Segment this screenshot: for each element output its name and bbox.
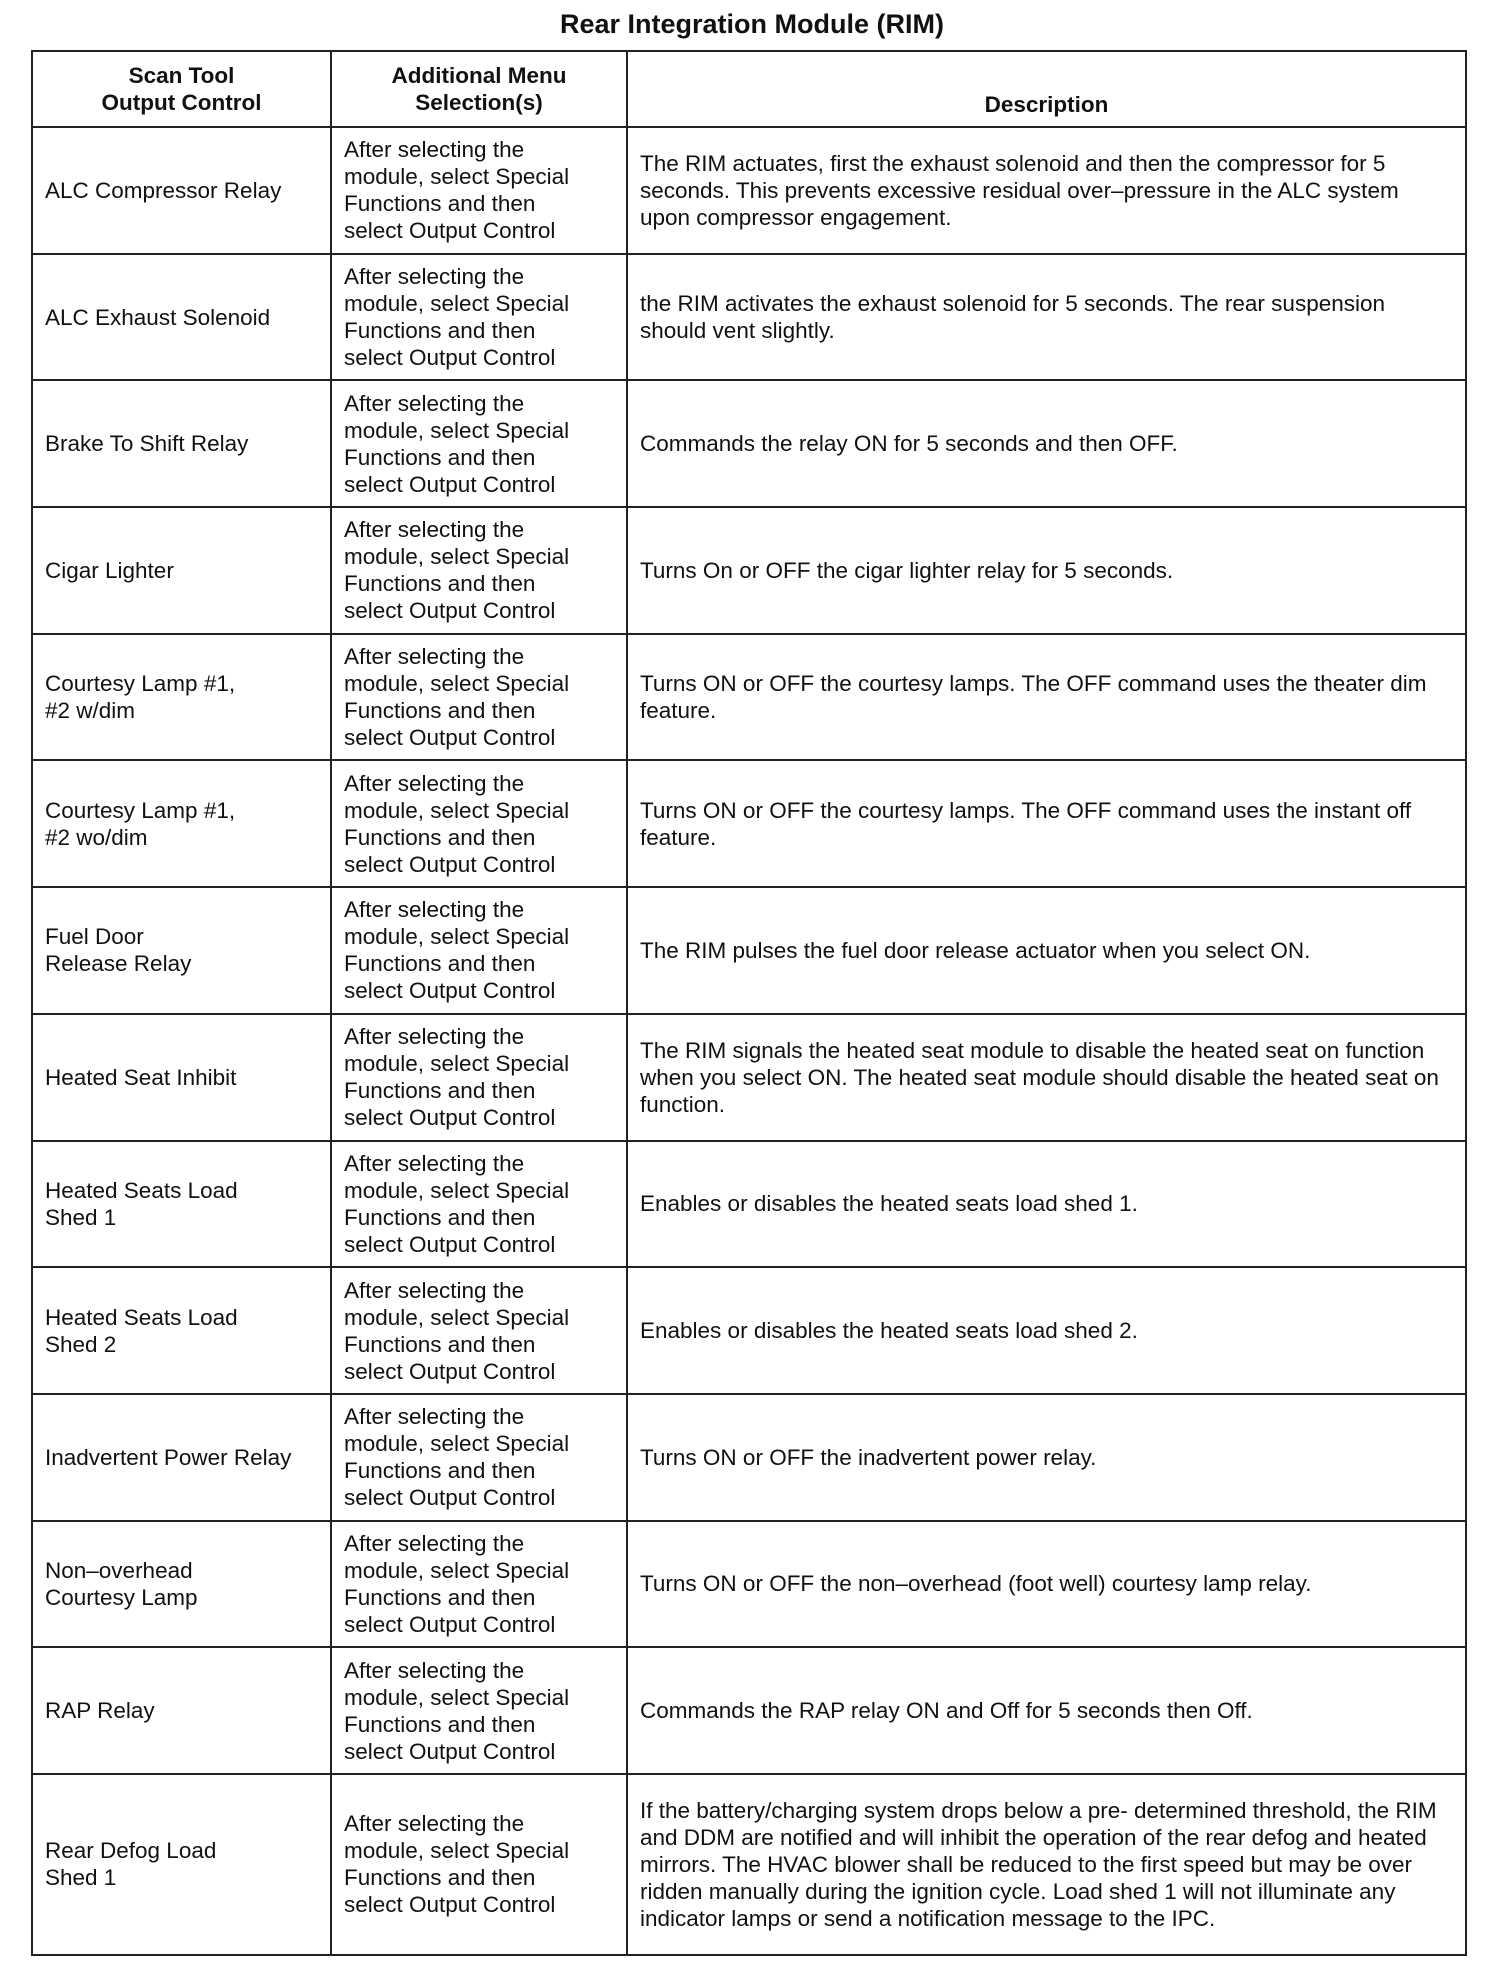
- description-cell: Turns On or OFF the cigar lighter relay for 5 seconds.: [627, 507, 1466, 634]
- menu-selection-cell: After selecting the module, select Special Functions and then select Output Control: [331, 887, 627, 1014]
- output-control-cell: Rear Defog Load Shed 1: [32, 1774, 331, 1955]
- output-control-cell: Heated Seats Load Shed 1: [32, 1141, 331, 1268]
- table-row: [32, 254, 1466, 381]
- description-cell: Enables or disables the heated seats load shed 2.: [627, 1267, 1466, 1394]
- description-cell: The RIM signals the heated seat module to disable the heated seat on function when you select ON. The heated seat module should disable the heated seat on function.: [627, 1014, 1466, 1141]
- description-cell: The RIM actuates, first the exhaust solenoid and then the compressor for 5 seconds. This prevents excessive residual over–pressure in the ALC system upon compressor engagement.: [627, 127, 1466, 254]
- table-row: [32, 1647, 1466, 1774]
- table-row: [32, 1141, 1466, 1268]
- column-header-menu: Additional Menu Selection(s): [331, 51, 627, 127]
- description-cell: Enables or disables the heated seats load shed 1.: [627, 1141, 1466, 1268]
- output-control-cell: ALC Exhaust Solenoid: [32, 254, 331, 381]
- menu-selection-cell: After selecting the module, select Special Functions and then select Output Control: [331, 380, 627, 507]
- description-cell: Turns ON or OFF the courtesy lamps. The OFF command uses the theater dim feature.: [627, 634, 1466, 761]
- menu-selection-cell: After selecting the module, select Special Functions and then select Output Control: [331, 1394, 627, 1521]
- table-row: [32, 507, 1466, 634]
- output-control-cell: Heated Seat Inhibit: [32, 1014, 331, 1141]
- output-control-cell: Courtesy Lamp #1, #2 wo/dim: [32, 760, 331, 887]
- table-row: [32, 634, 1466, 761]
- description-cell: the RIM activates the exhaust solenoid for 5 seconds. The rear suspension should vent slightly.: [627, 254, 1466, 381]
- description-cell: Turns ON or OFF the non–overhead (foot well) courtesy lamp relay.: [627, 1521, 1466, 1648]
- output-control-cell: Courtesy Lamp #1, #2 w/dim: [32, 634, 331, 761]
- rim-output-control-table: [31, 50, 1467, 1956]
- menu-selection-cell: After selecting the module, select Special Functions and then select Output Control: [331, 127, 627, 254]
- output-control-cell: Fuel Door Release Relay: [32, 887, 331, 1014]
- output-control-cell: Non–overhead Courtesy Lamp: [32, 1521, 331, 1648]
- output-control-cell: Brake To Shift Relay: [32, 380, 331, 507]
- menu-selection-cell: After selecting the module, select Special Functions and then select Output Control: [331, 1267, 627, 1394]
- menu-selection-cell: After selecting the module, select Special Functions and then select Output Control: [331, 1014, 627, 1141]
- table-row: [32, 760, 1466, 887]
- output-control-cell: ALC Compressor Relay: [32, 127, 331, 254]
- menu-selection-cell: After selecting the module, select Special Functions and then select Output Control: [331, 1141, 627, 1268]
- description-cell: Turns ON or OFF the inadvertent power relay.: [627, 1394, 1466, 1521]
- table-header-row: [32, 51, 1466, 127]
- table-row: [32, 1774, 1466, 1955]
- menu-selection-cell: After selecting the module, select Special Functions and then select Output Control: [331, 507, 627, 634]
- menu-selection-cell: After selecting the module, select Special Functions and then select Output Control: [331, 634, 627, 761]
- output-control-cell: Cigar Lighter: [32, 507, 331, 634]
- column-header-description: Description: [627, 51, 1466, 127]
- description-cell: The RIM pulses the fuel door release actuator when you select ON.: [627, 887, 1466, 1014]
- table-row: [32, 887, 1466, 1014]
- output-control-cell: RAP Relay: [32, 1647, 331, 1774]
- menu-selection-cell: After selecting the module, select Special Functions and then select Output Control: [331, 1521, 627, 1648]
- description-cell: Commands the RAP relay ON and Off for 5 seconds then Off.: [627, 1647, 1466, 1774]
- description-cell: If the battery/charging system drops below a pre- determined threshold, the RIM and DDM are notified and will inhibit the operation of the rear defog and heated mirrors. The HVAC blower shall be reduced to the first speed but may be over ridden manually during the ignition cycle. Load shed 1 will not illuminate any indicator lamps or send a notification message to the IPC.: [627, 1774, 1466, 1955]
- table-row: [32, 1014, 1466, 1141]
- table-row: [32, 1394, 1466, 1521]
- menu-selection-cell: After selecting the module, select Special Functions and then select Output Control: [331, 1647, 627, 1774]
- output-control-cell: Heated Seats Load Shed 2: [32, 1267, 331, 1394]
- menu-selection-cell: After selecting the module, select Special Functions and then select Output Control: [331, 760, 627, 887]
- page-title: Rear Integration Module (RIM): [560, 9, 944, 39]
- table-row: [32, 127, 1466, 254]
- table-row: [32, 380, 1466, 507]
- column-header-control: Scan Tool Output Control: [32, 51, 331, 127]
- menu-selection-cell: After selecting the module, select Special Functions and then select Output Control: [331, 1774, 627, 1955]
- output-control-cell: Inadvertent Power Relay: [32, 1394, 331, 1521]
- table-row: [32, 1521, 1466, 1648]
- description-cell: Commands the relay ON for 5 seconds and then OFF.: [627, 380, 1466, 507]
- table-row: [32, 1267, 1466, 1394]
- menu-selection-cell: After selecting the module, select Special Functions and then select Output Control: [331, 254, 627, 381]
- description-cell: Turns ON or OFF the courtesy lamps. The OFF command uses the instant off feature.: [627, 760, 1466, 887]
